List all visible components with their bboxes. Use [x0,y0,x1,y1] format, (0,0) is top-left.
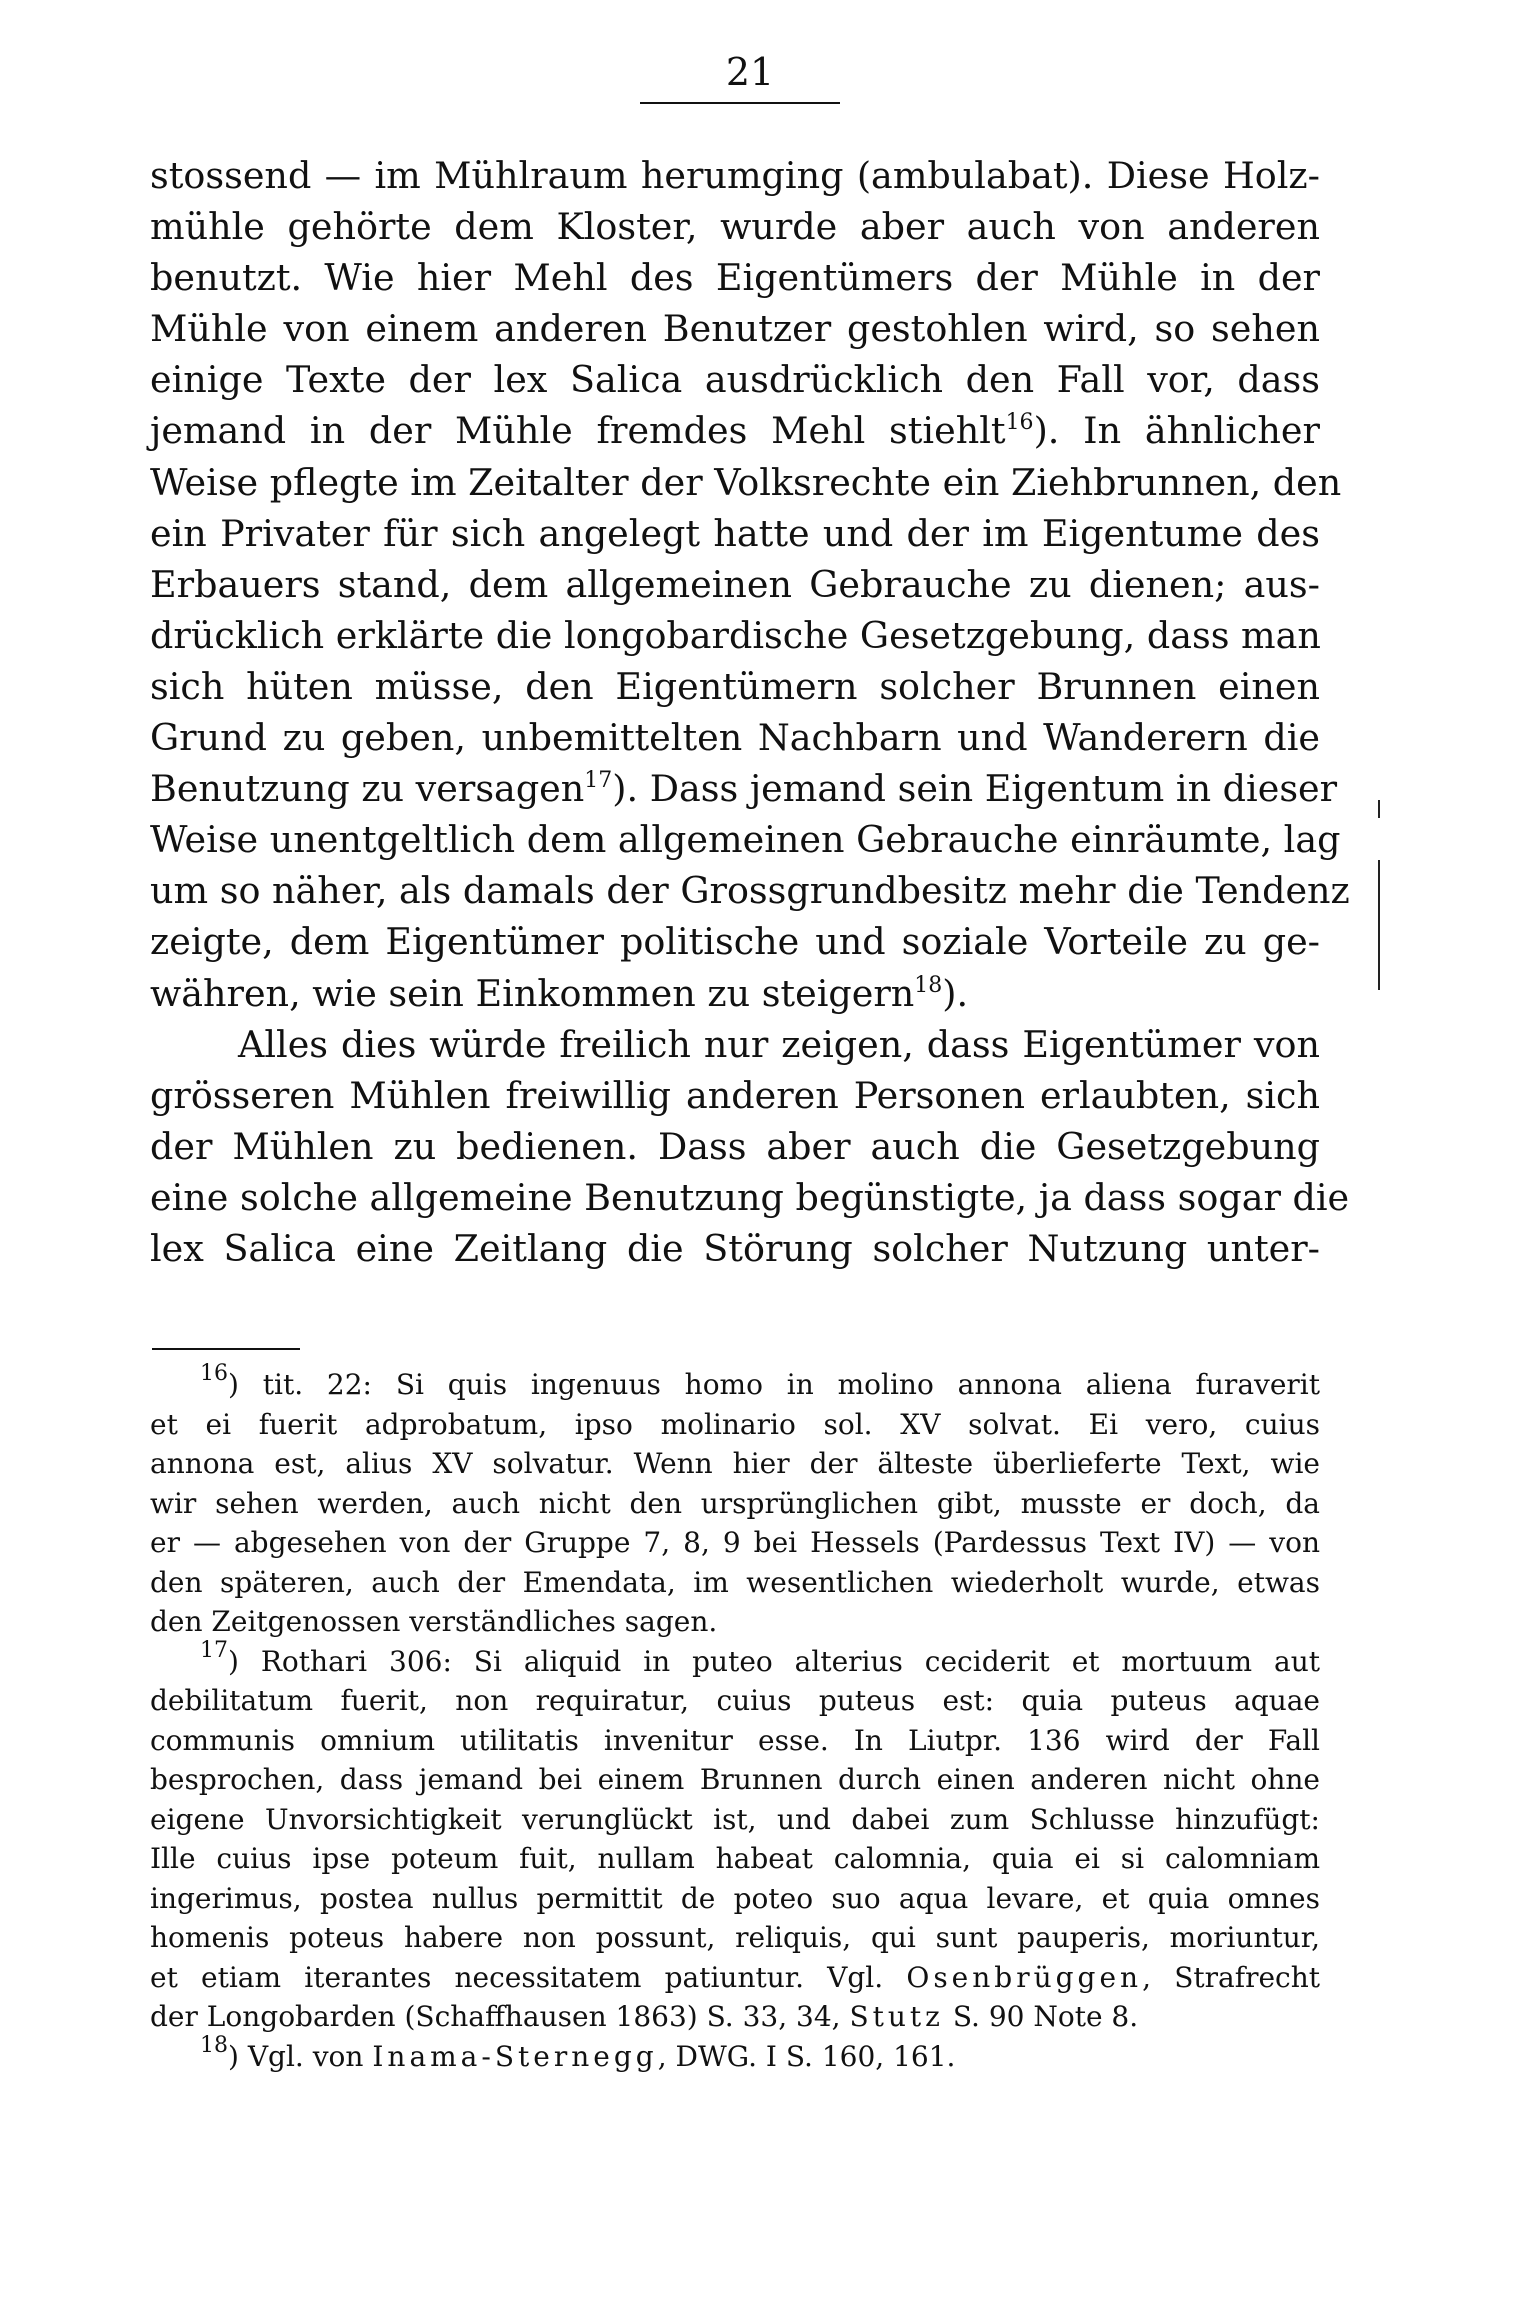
text-line [150,252,1320,303]
line-text: Weise pflegte im Zeitalter der Volksrechte ein Ziehbrunnen, den [150,460,1342,504]
text-line [150,1019,1320,1070]
footnote-line [150,1484,1320,1524]
line-text: einige Texte der lex Salica ausdrücklich den Fall vor, dass [150,358,1320,402]
text-line [150,814,1341,865]
text-line [150,661,1320,712]
footnote-text: wir sehen werden, auch nicht den ursprünglichen gibt, musste er doch, da [150,1486,1320,1520]
line-text: ). In ähnlicher [1033,409,1320,453]
line-text: ). Dass jemand sein Eigentum in dieser [612,767,1338,811]
line-text: um so näher, als damals der Grossgrundbesitz mehr die Tendenz [150,869,1350,913]
text-line [150,508,1320,559]
text-line [150,1223,1320,1274]
line-text: Mühle von einem anderen Benutzer gestohlen wird, so sehen [150,307,1320,351]
spaced-name: Osenbrüggen [906,1960,1143,1994]
footnote-line [150,1721,1320,1761]
footnote-text: besprochen, dass jemand bei einem Brunnen durch einen anderen nicht ohne [150,1763,1320,1796]
footnote-text: debilitatum fuerit, non requiratur, cuius puteus est: quia puteus aquae [150,1684,1320,1717]
footnote-line [150,1839,1320,1879]
footnote-line [150,1563,1320,1603]
line-text: mühle gehörte dem Kloster, wurde aber auch von anderen [150,205,1320,249]
footnote-text: ) Vgl. von [228,2039,373,2073]
line-text: Erbauers stand, dem allgemeinen Gebrauche zu dienen; aus- [150,562,1320,606]
footnote-marker: 18 [200,2032,228,2058]
page-number: 21 [725,50,775,94]
line-text: Grund zu geben, unbemittelten Nachbarn und Wanderern die [150,716,1320,760]
margin-mark [1378,800,1380,818]
footnote-line [150,1361,1320,1405]
text-line [150,1121,1320,1172]
footnote-text: et etiam iterantes necessitatem patiuntur. Vgl. [150,1960,907,1994]
spaced-name: Inama-Sternegg [372,2039,658,2073]
line-text: währen, wie sein Einkommen zu steigern [150,971,915,1015]
footnote-line [150,1637,1320,1682]
text-line [150,559,1320,610]
footnote-text: eigene Unvorsichtigkeit verunglückt ist, und dabei zum Schlusse hinzufügt: [150,1802,1320,1836]
footnote-line [150,1800,1320,1840]
text-line [150,150,1320,201]
footnote-line [150,1444,1320,1484]
footnote-ref: 18 [914,972,943,998]
text-line [150,916,1320,967]
footnote-line [150,1997,1320,2037]
text-line [150,354,1320,405]
footnote-ref: 17 [584,768,613,794]
text-line [150,763,1338,814]
line-text: jemand in der Mühle fremdes Mehl stiehlt [150,409,1006,453]
line-text: der Mühlen zu bedienen. Dass aber auch die Gesetzgebung [150,1124,1320,1168]
text-line [150,712,1320,763]
footnote-line [150,1958,1320,1998]
footnote-text: S. 90 Note 8. [943,2000,1139,2033]
footnote-marker: 16 [200,1361,228,1386]
main-text [150,150,1350,1274]
footnote-text: communis omnium utilitatis invenitur esse. In Liutpr. 136 wird der Fall [150,1723,1320,1757]
footnote-line [150,1523,1320,1563]
line-text: ein Privater für sich angelegt hatte und der im Eigentume des [150,511,1320,555]
line-text: Weise unentgeltlich dem allgemeinen Gebrauche einräumte, lag [150,818,1341,862]
footnote-line [150,1602,1320,1642]
line-text: sich hüten müsse, den Eigentümern solcher Brunnen einen [150,664,1320,708]
footnote-text: den Zeitgenossen verständliches sagen. [150,1605,718,1638]
text-line [150,865,1350,916]
text-line [150,1070,1320,1121]
footnote-marker: 17 [200,1637,228,1663]
footnote-text: ingerimus, postea nullus permittit de poteo suo aqua levare, et quia omnes [150,1881,1320,1915]
footnote-text: annona est, alius XV solvatur. Wenn hier der älteste überlieferte Text, wie [150,1447,1320,1480]
line-text: Benutzung zu versagen [150,767,585,811]
spaced-name: Stutz [849,2000,944,2033]
footnote-text: et ei fuerit adprobatum, ipso molinario sol. XV solvat. Ei vero, cuius [150,1407,1320,1441]
line-text: ). [942,971,969,1015]
margin-mark [1378,860,1380,990]
footnote-text: , Strafrecht [1142,1960,1320,1994]
footnotes [150,1361,1320,2076]
footnote-line [150,1760,1320,1800]
footnote-text: der Longobarden (Schaffhausen 1863) S. 33, 34, [150,2000,850,2033]
footnote-line [150,1681,1320,1721]
footnote-text: den späteren, auch der Emendata, im wesentlichen wiederholt wurde, etwas [150,1565,1320,1599]
line-text: drücklich erklärte die longobardische Gesetzgebung, dass man [150,613,1321,657]
line-text: lex Salica eine Zeitlang die Störung solcher Nutzung unter- [150,1226,1320,1270]
line-text: Alles dies würde freilich nur zeigen, dass Eigentümer von [238,1022,1320,1066]
text-line [150,968,1320,1019]
text-line [150,457,1342,508]
footnote-text: ) tit. 22: Si quis ingenuus homo in molino annona aliena furaverit [228,1368,1320,1401]
text-line [150,610,1320,661]
line-text: stossend — im Mühlraum herumging (ambulabat). Diese Holz- [150,154,1320,197]
text-line [150,201,1320,252]
text-line [150,303,1320,354]
footnote-text: homenis poteus habere non possunt, reliquis, qui sunt pauperis, moriuntur, [150,1921,1320,1954]
footnote-text: , DWG. I S. 160, 161. [657,2039,956,2073]
line-text: benutzt. Wie hier Mehl des Eigentümers der Mühle in der [150,256,1320,300]
footnote-line [150,1405,1320,1445]
line-text: zeigte, dem Eigentümer politische und soziale Vorteile zu ge- [150,920,1320,964]
footnote-line [150,1918,1320,1958]
footnote-line [150,2032,1320,2077]
text-line [150,405,1320,456]
footnote-rule [152,1348,300,1350]
text-line [150,1172,1350,1223]
line-text: grösseren Mühlen freiwillig anderen Personen erlaubten, sich [150,1073,1320,1117]
footnote-text: Ille cuius ipse poteum fuit, nullam habeat calomnia, quia ei si calomniam [150,1842,1320,1875]
footnote-text: er — abgesehen von der Gruppe 7, 8, 9 bei Hessels (Pardessus Text IV) — von [150,1526,1320,1559]
footnote-line [150,1879,1320,1919]
footnote-text: ) Rothari 306: Si aliquid in puteo alterius ceciderit et mortuum aut [228,1644,1320,1678]
line-text: eine solche allgemeine Benutzung begünstigte, ja dass sogar die [150,1175,1350,1219]
header-rule [640,102,840,104]
footnote-ref: 16 [1005,410,1034,436]
